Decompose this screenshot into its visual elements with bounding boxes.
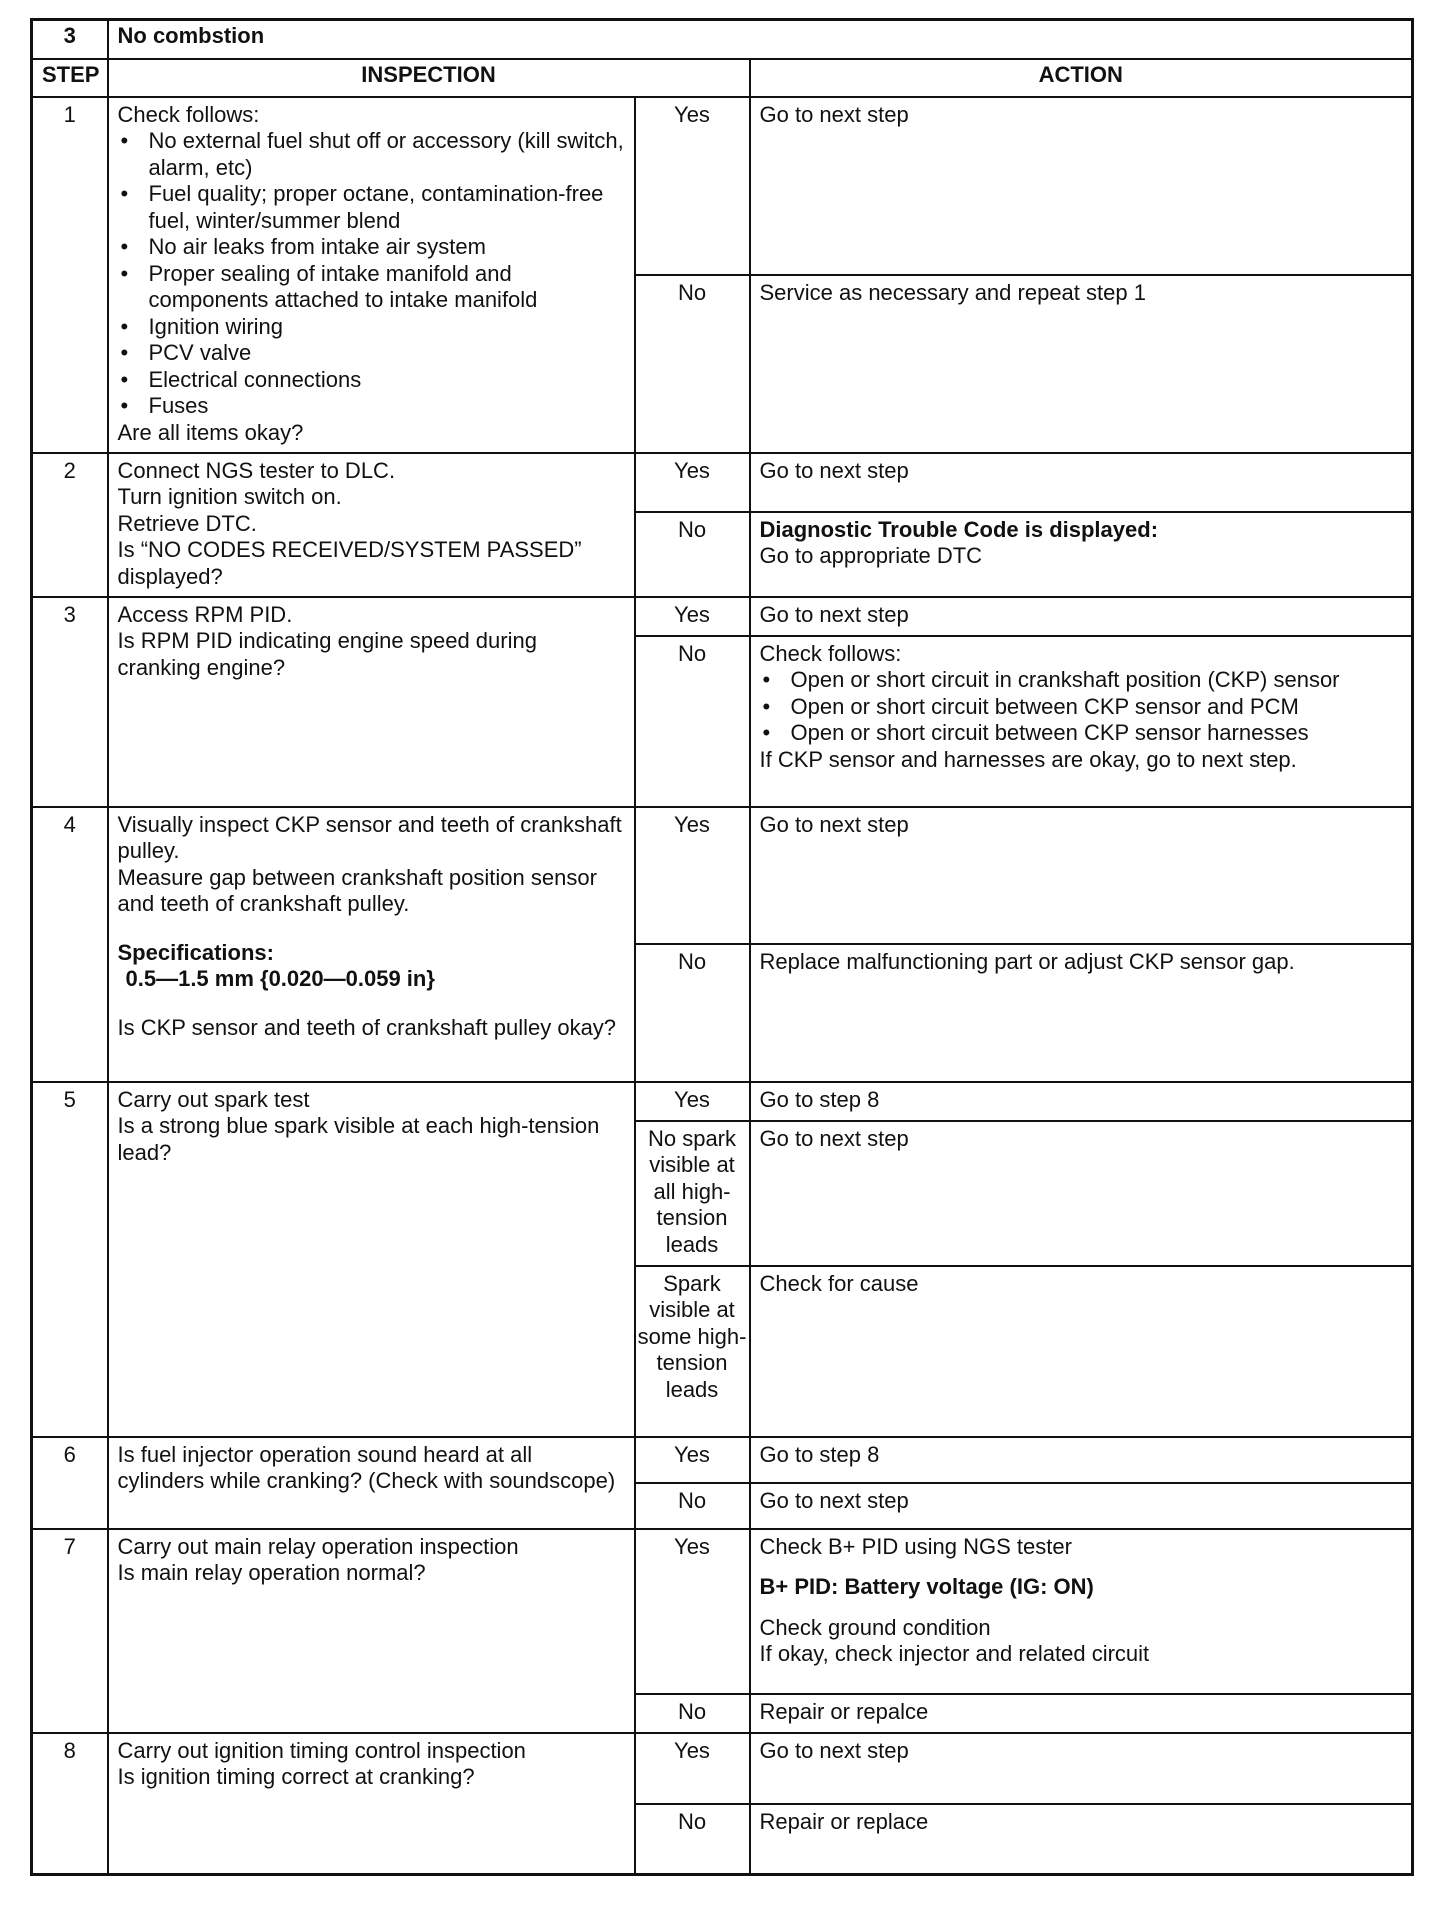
action-intro: Check follows: [759, 640, 902, 666]
checklist-item: • Open or short circuit in crankshaft position (CKP) sensor [760, 667, 1403, 694]
action-text: Repair or replace [750, 1804, 1413, 1875]
action-cell [750, 636, 1413, 807]
troubleshooting-sheet [30, 18, 1411, 1879]
action-checklist [760, 667, 1403, 747]
answer-yes: Yes [635, 597, 750, 636]
inspection-question: Is a strong blue spark visible at each high-tension lead? [117, 1113, 600, 1165]
answer-no: No [635, 1694, 750, 1733]
header-row [32, 59, 1413, 97]
inspection-line: Visually inspect CKP sensor and teeth of crankshaft pulley. [117, 811, 622, 863]
step-3-inspection [108, 597, 635, 807]
step-4-row-yes [32, 807, 1413, 944]
answer-yes: Yes [635, 97, 750, 275]
section-title-row [32, 20, 1413, 59]
answer-yes: Yes [635, 1437, 750, 1483]
inspection-line: Connect NGS tester to DLC. [117, 457, 396, 483]
inspection-line: Measure gap between crankshaft position sensor and teeth of crankshaft pulley. [117, 864, 597, 916]
inspection-question: Is “NO CODES RECEIVED/SYSTEM PASSED” displayed? [117, 537, 582, 589]
inspection-question: Is ignition timing correct at cranking? [117, 1764, 475, 1789]
inspection-line: Carry out spark test [117, 1086, 310, 1112]
action-text: Repair or repalce [750, 1694, 1413, 1733]
step-2-inspection [108, 453, 635, 597]
step-8-row-yes [32, 1733, 1413, 1804]
step-number: 6 [32, 1437, 108, 1529]
checklist-item: • Fuses [118, 393, 625, 420]
answer-no: No [635, 512, 750, 597]
answer-no: No [635, 1483, 750, 1529]
action-text: Go to step 8 [750, 1437, 1413, 1483]
step-4-inspection [108, 807, 635, 1082]
answer-some-spark: Spark visible at some high-tension leads [635, 1266, 750, 1437]
step-number: 2 [32, 453, 108, 597]
inspection-checklist [118, 128, 625, 420]
inspection-intro: Check follows: [117, 101, 260, 127]
section-number: 3 [32, 20, 108, 59]
checklist-item: • Electrical connections [118, 367, 625, 394]
answer-yes: Yes [635, 1082, 750, 1121]
inspection-question: Is fuel injector operation sound heard at all cylinders while cranking? (Check with soundscope) [117, 1441, 616, 1493]
step-8-inspection [108, 1733, 635, 1875]
step-1-inspection [108, 97, 635, 453]
inspection-question: Is CKP sensor and teeth of crankshaft pulley okay? [117, 1014, 617, 1040]
action-cell [750, 512, 1413, 597]
action-text: Check ground condition [759, 1614, 991, 1640]
answer-no: No [635, 1804, 750, 1875]
checklist-item: • Open or short circuit between CKP sensor and PCM [760, 694, 1403, 721]
step-3-row-yes [32, 597, 1413, 636]
action-text: Go to next step [750, 1121, 1413, 1266]
action-text: Go to next step [750, 807, 1413, 944]
answer-yes: Yes [635, 453, 750, 512]
answer-no-spark: No spark visible at all high-tension leads [635, 1121, 750, 1266]
step-number: 7 [32, 1529, 108, 1733]
inspection-line: Turn ignition switch on. [117, 484, 342, 509]
section-title: No combstion [108, 20, 1413, 59]
answer-no: No [635, 636, 750, 807]
inspection-line: Access RPM PID. [117, 601, 293, 627]
action-heading: Diagnostic Trouble Code is displayed: [759, 516, 1159, 542]
answer-no: No [635, 275, 750, 453]
checklist-item: • No external fuel shut off or accessory (kill switch, alarm, etc) [118, 128, 625, 181]
action-text: If okay, check injector and related circuit [759, 1641, 1150, 1666]
action-text: Go to next step [750, 453, 1413, 512]
step-7-inspection [108, 1529, 635, 1733]
action-text: Go to next step [750, 97, 1413, 275]
step-number: 1 [32, 97, 108, 453]
step-1-row-yes [32, 97, 1413, 275]
action-text: Go to appropriate DTC [759, 543, 983, 568]
answer-no: No [635, 944, 750, 1082]
answer-yes: Yes [635, 807, 750, 944]
step-number: 4 [32, 807, 108, 1082]
action-text: Go to next step [750, 597, 1413, 636]
checklist-item: • Ignition wiring [118, 314, 625, 341]
step-6-row-yes [32, 1437, 1413, 1483]
step-number: 3 [32, 597, 108, 807]
inspection-line: Carry out main relay operation inspection [117, 1533, 519, 1559]
inspection-question: Are all items okay? [117, 419, 304, 445]
step-6-inspection [108, 1437, 635, 1529]
step-number: 8 [32, 1733, 108, 1875]
step-number: 5 [32, 1082, 108, 1437]
action-text: Check B+ PID using NGS tester [759, 1533, 1072, 1559]
spec-label: Specifications: [117, 939, 274, 965]
checklist-item: • No air leaks from intake air system [118, 234, 625, 261]
action-cell [750, 1529, 1413, 1694]
step-5-row-yes [32, 1082, 1413, 1121]
inspection-line: Retrieve DTC. [117, 510, 257, 536]
action-text: Service as necessary and repeat step 1 [750, 275, 1413, 453]
checklist-item: • Open or short circuit between CKP sensor harnesses [760, 720, 1403, 747]
action-text: Replace malfunctioning part or adjust CKP sensor gap. [750, 944, 1413, 1082]
header-action: ACTION [750, 59, 1413, 97]
step-2-row-yes [32, 453, 1413, 512]
answer-yes: Yes [635, 1529, 750, 1694]
header-inspection: INSPECTION [108, 59, 750, 97]
inspection-line: Carry out ignition timing control inspection [117, 1737, 526, 1763]
step-5-inspection [108, 1082, 635, 1437]
step-7-row-yes [32, 1529, 1413, 1694]
action-text: Go to next step [750, 1733, 1413, 1804]
action-text: Go to step 8 [750, 1082, 1413, 1121]
checklist-item: • Fuel quality; proper octane, contamination-free fuel, winter/summer blend [118, 181, 625, 234]
spec-value: 0.5—1.5 mm {0.020—0.059 in} [125, 966, 435, 991]
checklist-item: • Proper sealing of intake manifold and components attached to intake manifold [118, 261, 625, 314]
header-step: STEP [32, 59, 108, 97]
diagnostic-table [30, 18, 1414, 1876]
action-text: If CKP sensor and harnesses are okay, go to next step. [759, 746, 1297, 772]
checklist-item: • PCV valve [118, 340, 625, 367]
action-text: Check for cause [750, 1266, 1413, 1437]
action-spec: B+ PID: Battery voltage (IG: ON) [759, 1574, 1094, 1599]
inspection-question: Is main relay operation normal? [117, 1560, 426, 1585]
inspection-question: Is RPM PID indicating engine speed during cranking engine? [117, 628, 537, 680]
answer-yes: Yes [635, 1733, 750, 1804]
action-text: Go to next step [750, 1483, 1413, 1529]
